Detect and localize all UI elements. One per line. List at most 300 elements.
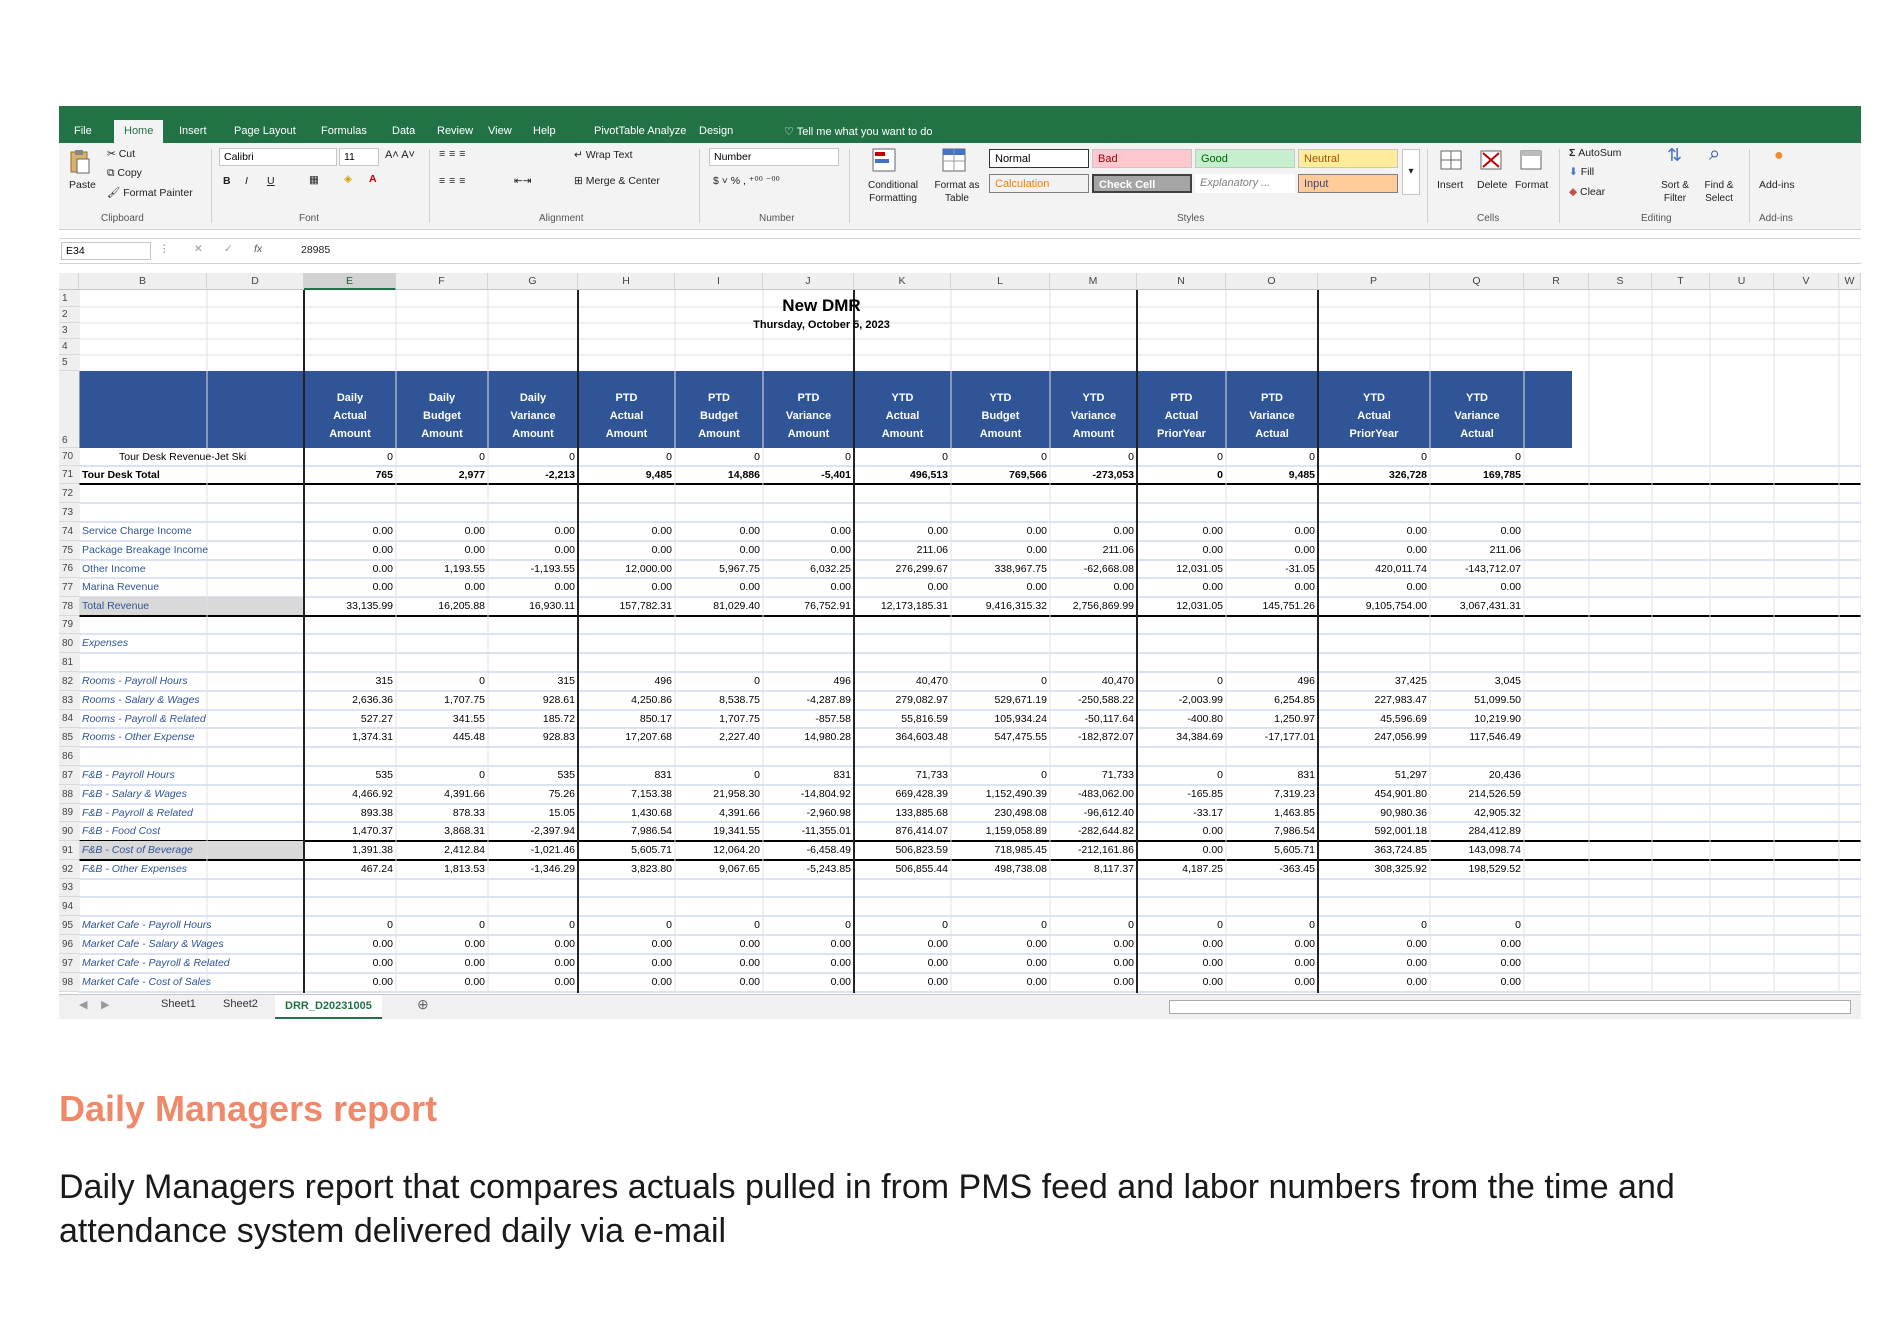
table-cell[interactable]: 0.00 <box>651 544 672 556</box>
row-header[interactable]: 4 <box>59 339 79 355</box>
table-cell[interactable]: 17,207.68 <box>625 731 672 743</box>
table-cell[interactable]: 40,470 <box>1101 675 1134 687</box>
table-cell[interactable]: 42,905.32 <box>1474 806 1521 819</box>
table-cell[interactable]: 2,756,869.99 <box>1072 600 1134 612</box>
table-cell[interactable]: 14,886 <box>727 468 760 481</box>
column-header-w[interactable]: W <box>1839 273 1861 290</box>
table-cell[interactable]: 227,983.47 <box>1374 694 1427 706</box>
table-cell[interactable]: 117,546.49 <box>1469 731 1521 743</box>
tab-formulas[interactable]: Formulas <box>321 125 367 137</box>
table-cell[interactable]: 0.00 <box>1026 938 1047 950</box>
find-icon[interactable]: ⌕ <box>1709 143 1721 165</box>
table-cell[interactable]: -6,458.49 <box>806 844 851 856</box>
table-cell[interactable]: 51,297 <box>1394 769 1427 781</box>
tab-view[interactable]: View <box>488 125 512 137</box>
cut-button[interactable] <box>107 148 135 160</box>
table-cell[interactable]: 364,603.48 <box>895 731 948 743</box>
row-header[interactable]: 87 <box>59 766 79 785</box>
table-cell[interactable]: 0.00 <box>1202 581 1223 593</box>
table-cell[interactable]: 928.83 <box>542 731 575 743</box>
table-cell[interactable]: 0 <box>942 450 948 463</box>
sheet-tab-2[interactable]: Sheet2 <box>223 998 258 1010</box>
column-header-k[interactable]: K <box>854 273 951 290</box>
table-cell[interactable]: 169,785 <box>1483 468 1521 481</box>
table-cell[interactable]: -1,346.29 <box>530 863 575 875</box>
table-cell[interactable]: 3,823.80 <box>631 863 672 875</box>
row-header[interactable]: 72 <box>59 484 79 503</box>
table-cell[interactable]: 831 <box>1297 769 1315 781</box>
font-name-box[interactable]: Calibri <box>219 148 337 166</box>
table-cell[interactable]: 0.00 <box>651 938 672 950</box>
table-cell[interactable]: 1,813.53 <box>444 863 485 875</box>
tab-page-layout[interactable]: Page Layout <box>234 125 296 137</box>
table-cell[interactable]: 0 <box>1217 919 1223 931</box>
row-header[interactable]: 88 <box>59 785 79 804</box>
table-cell[interactable]: 0.00 <box>1202 957 1223 969</box>
table-cell[interactable]: 0.00 <box>1026 525 1047 537</box>
table-cell[interactable]: 1,159,058.89 <box>985 825 1047 837</box>
table-cell[interactable]: 669,428.39 <box>895 788 948 800</box>
table-cell[interactable]: 34,384.69 <box>1176 731 1223 743</box>
table-cell[interactable]: 0.00 <box>1294 525 1315 537</box>
table-cell[interactable]: 0.00 <box>1500 976 1521 988</box>
column-header-j[interactable]: J <box>763 273 854 290</box>
add-sheet-icon[interactable]: ⊕ <box>417 996 429 1012</box>
column-header-r[interactable]: R <box>1524 273 1589 290</box>
table-cell[interactable]: 0.00 <box>1202 525 1223 537</box>
table-cell[interactable]: 0.00 <box>1406 938 1427 950</box>
column-header-p[interactable]: P <box>1318 273 1430 290</box>
table-cell[interactable]: -363.45 <box>1279 863 1315 875</box>
style-good[interactable]: Good <box>1195 149 1295 168</box>
table-cell[interactable]: 0.00 <box>372 976 393 988</box>
table-cell[interactable]: 5,605.71 <box>631 844 672 856</box>
table-cell[interactable]: 284,412.89 <box>1468 825 1521 837</box>
tab-data[interactable]: Data <box>392 125 416 137</box>
tab-pivottable-analyze[interactable]: PivotTable Analyze <box>594 125 687 137</box>
table-cell[interactable]: 1,152,490.39 <box>985 788 1047 800</box>
bold-button[interactable]: B <box>223 175 231 187</box>
tab-file[interactable]: File <box>74 125 92 137</box>
table-cell[interactable]: 33,135.99 <box>346 600 393 612</box>
table-cell[interactable]: 0.00 <box>739 957 760 969</box>
table-cell[interactable]: 496 <box>1297 675 1315 687</box>
table-cell[interactable]: -62,668.08 <box>1083 562 1134 575</box>
next-sheet-icon[interactable]: ▶ <box>101 999 110 1011</box>
autosum-button[interactable] <box>1569 147 1621 159</box>
table-cell[interactable]: 363,724.85 <box>1374 844 1427 856</box>
column-header-d[interactable]: D <box>207 273 304 290</box>
table-cell[interactable]: 1,707.75 <box>444 694 485 706</box>
table-cell[interactable]: 498,738.08 <box>994 863 1047 875</box>
table-cell[interactable]: -96,612.40 <box>1083 806 1134 819</box>
table-cell[interactable]: 0.00 <box>927 581 948 593</box>
table-cell[interactable]: 0 <box>754 919 760 931</box>
paste-icon[interactable] <box>69 149 91 175</box>
table-cell[interactable]: -273,053 <box>1092 468 1134 481</box>
font-size-box[interactable]: 11 <box>339 148 379 166</box>
table-cell[interactable]: 0.00 <box>372 581 393 593</box>
table-cell[interactable]: 0.00 <box>739 581 760 593</box>
table-cell[interactable]: 0.00 <box>739 525 760 537</box>
format-painter-button[interactable] <box>107 186 193 199</box>
formula-input[interactable]: 28985 <box>301 244 331 256</box>
row-header[interactable]: 76 <box>59 560 79 578</box>
table-cell[interactable]: 0.00 <box>464 525 485 537</box>
table-cell[interactable]: 0.00 <box>1406 525 1427 537</box>
tell-me-search[interactable] <box>784 125 932 138</box>
table-cell[interactable]: -282,644.82 <box>1077 825 1134 837</box>
table-cell[interactable]: 850.17 <box>639 712 672 725</box>
table-cell[interactable]: 0 <box>1041 919 1047 931</box>
table-cell[interactable]: 0 <box>479 450 485 463</box>
row-header[interactable]: 1 <box>59 290 79 307</box>
table-cell[interactable]: 0.00 <box>1113 525 1134 537</box>
table-cell[interactable]: -4,287.89 <box>806 694 851 706</box>
table-cell[interactable]: 454,901.80 <box>1374 788 1427 800</box>
table-cell[interactable]: 0.00 <box>1113 581 1134 593</box>
table-cell[interactable]: 0.00 <box>739 544 760 556</box>
delete-button[interactable]: Delete <box>1477 179 1508 191</box>
table-cell[interactable]: 315 <box>375 675 393 687</box>
table-cell[interactable]: -1,021.46 <box>530 844 575 856</box>
delete-cells-icon[interactable] <box>1479 147 1503 173</box>
table-cell[interactable]: -2,003.99 <box>1178 694 1223 706</box>
table-cell[interactable]: -483,062.00 <box>1077 788 1134 800</box>
row-header[interactable]: 97 <box>59 954 79 973</box>
table-cell[interactable]: 4,391.66 <box>444 788 485 800</box>
table-cell[interactable]: -14,804.92 <box>800 788 851 800</box>
row-header[interactable]: 94 <box>59 897 79 916</box>
row-header[interactable]: 3 <box>59 323 79 339</box>
table-cell[interactable]: 8,538.75 <box>719 694 760 706</box>
style-normal[interactable]: Normal <box>989 149 1089 168</box>
row-header[interactable]: 84 <box>59 710 79 728</box>
table-cell[interactable]: 0 <box>942 919 948 931</box>
table-cell[interactable]: 211.06 <box>916 544 948 556</box>
table-cell[interactable]: 0.00 <box>464 976 485 988</box>
clear-button[interactable] <box>1569 186 1605 198</box>
table-cell[interactable]: 0.00 <box>1202 976 1223 988</box>
table-cell[interactable]: 51,099.50 <box>1474 694 1521 706</box>
table-cell[interactable]: 0 <box>1128 919 1134 931</box>
table-cell[interactable]: 592,001.18 <box>1374 825 1427 837</box>
row-header[interactable]: 83 <box>59 691 79 710</box>
table-cell[interactable]: 0.00 <box>830 581 851 593</box>
column-header-q[interactable]: Q <box>1430 273 1524 290</box>
format-button[interactable]: Format <box>1515 179 1549 191</box>
table-cell[interactable]: 467.24 <box>360 863 393 875</box>
find-select-button[interactable]: Find & Select <box>1704 180 1734 204</box>
table-cell[interactable]: 40,470 <box>915 675 948 687</box>
table-cell[interactable]: 247,056.99 <box>1374 731 1427 743</box>
table-cell[interactable]: 0.00 <box>651 525 672 537</box>
table-cell[interactable]: 0.00 <box>464 544 485 556</box>
table-cell[interactable]: 0 <box>1515 919 1521 931</box>
table-cell[interactable]: 831 <box>654 769 672 781</box>
table-cell[interactable]: 90,980.36 <box>1380 806 1427 819</box>
table-cell[interactable]: 230,498.08 <box>994 806 1047 819</box>
table-cell[interactable]: 338,967.75 <box>994 562 1047 575</box>
table-cell[interactable]: 0 <box>1217 675 1223 687</box>
sheet-tab-active[interactable]: DRR_D20231005 <box>275 995 382 1019</box>
table-cell[interactable]: 0.00 <box>372 562 393 575</box>
table-cell[interactable]: -5,243.85 <box>806 863 851 875</box>
copy-button[interactable] <box>107 167 142 180</box>
sheet-tab-1[interactable]: Sheet1 <box>161 998 196 1010</box>
table-cell[interactable]: 0.00 <box>1406 957 1427 969</box>
table-cell[interactable]: 12,000.00 <box>625 562 672 575</box>
table-cell[interactable]: 341.55 <box>452 712 485 725</box>
table-cell[interactable]: 0 <box>666 919 672 931</box>
table-cell[interactable]: 4,187.25 <box>1182 863 1223 875</box>
table-cell[interactable]: 14,980.28 <box>804 731 851 743</box>
row-header[interactable]: 93 <box>59 879 79 897</box>
column-header-s[interactable]: S <box>1589 273 1652 290</box>
table-cell[interactable]: 20,436 <box>1488 769 1521 781</box>
table-cell[interactable]: -400.80 <box>1187 712 1223 725</box>
table-cell[interactable]: 0.00 <box>927 976 948 988</box>
row-header[interactable]: 85 <box>59 728 79 747</box>
table-cell[interactable]: 0.00 <box>1026 957 1047 969</box>
table-cell[interactable]: 0 <box>1421 450 1427 463</box>
column-header-u[interactable]: U <box>1710 273 1774 290</box>
table-cell[interactable]: 0.00 <box>554 525 575 537</box>
row-header[interactable]: 82 <box>59 672 79 691</box>
table-cell[interactable]: 4,466.92 <box>352 788 393 800</box>
row-header[interactable]: 80 <box>59 634 79 653</box>
table-cell[interactable]: 185.72 <box>542 712 575 725</box>
table-cell[interactable]: 0.00 <box>1113 938 1134 950</box>
table-cell[interactable]: 15.05 <box>548 806 575 819</box>
table-cell[interactable]: -1,193.55 <box>530 562 575 575</box>
table-cell[interactable]: 12,031.05 <box>1176 600 1223 612</box>
table-cell[interactable]: 0 <box>1217 468 1223 481</box>
table-cell[interactable]: 0 <box>1041 450 1047 463</box>
table-cell[interactable]: 19,341.55 <box>713 825 760 837</box>
column-header-t[interactable]: T <box>1652 273 1710 290</box>
row-header[interactable]: 78 <box>59 597 79 616</box>
row-header[interactable]: 2 <box>59 307 79 323</box>
insert-cells-icon[interactable] <box>1439 147 1463 173</box>
row-header[interactable]: 77 <box>59 578 79 597</box>
table-cell[interactable]: 9,067.65 <box>719 863 760 875</box>
column-header-h[interactable]: H <box>578 273 675 290</box>
tab-design[interactable]: Design <box>699 125 734 137</box>
table-cell[interactable]: 2,227.40 <box>719 731 760 743</box>
table-cell[interactable]: 0.00 <box>651 957 672 969</box>
table-cell[interactable]: 8,117.37 <box>1093 863 1134 875</box>
table-cell[interactable]: 2,636.36 <box>352 694 393 706</box>
fill-color-icon[interactable]: ◈ <box>344 173 353 185</box>
table-cell[interactable]: 0.00 <box>464 957 485 969</box>
table-cell[interactable]: 1,430.68 <box>631 806 672 819</box>
merge-center-button[interactable] <box>574 175 660 187</box>
table-cell[interactable]: -165.85 <box>1187 788 1223 800</box>
style-check-cell[interactable]: Check Cell <box>1092 174 1192 193</box>
table-cell[interactable]: 0 <box>569 919 575 931</box>
table-cell[interactable]: -857.58 <box>815 712 851 725</box>
table-cell[interactable]: 214,526.59 <box>1468 788 1521 800</box>
table-cell[interactable]: 0.00 <box>830 525 851 537</box>
format-as-table-button[interactable]: Format as Table <box>934 180 980 204</box>
table-cell[interactable]: 0.00 <box>1500 525 1521 537</box>
table-cell[interactable]: -2,960.98 <box>806 806 851 819</box>
table-cell[interactable]: 0 <box>1309 450 1315 463</box>
name-box[interactable]: E34 <box>61 242 151 260</box>
table-cell[interactable]: 1,374.31 <box>352 731 393 743</box>
row-header[interactable]: 73 <box>59 503 79 522</box>
table-cell[interactable]: 0.00 <box>651 581 672 593</box>
table-cell[interactable]: 0.00 <box>1202 825 1223 837</box>
column-header-f[interactable]: F <box>396 273 488 290</box>
column-header-e[interactable]: E <box>304 273 396 290</box>
format-as-table-icon[interactable] <box>941 147 967 173</box>
table-cell[interactable]: 0 <box>1515 450 1521 463</box>
wrap-text-button[interactable] <box>574 149 633 161</box>
sort-filter-button[interactable]: Sort & Filter <box>1661 180 1689 204</box>
table-cell[interactable]: 506,855.44 <box>895 863 948 875</box>
column-header-i[interactable]: I <box>675 273 763 290</box>
table-cell[interactable]: 0.00 <box>1500 957 1521 969</box>
table-cell[interactable]: 0 <box>1217 450 1223 463</box>
row-header[interactable]: 81 <box>59 653 79 672</box>
table-cell[interactable]: 0.00 <box>1113 957 1134 969</box>
row-header[interactable]: 90 <box>59 822 79 841</box>
table-cell[interactable]: 276,299.67 <box>895 562 948 575</box>
table-cell[interactable]: 0 <box>754 675 760 687</box>
table-cell[interactable]: 3,045 <box>1494 675 1521 687</box>
table-cell[interactable]: 0 <box>1309 919 1315 931</box>
table-cell[interactable]: 718,985.45 <box>994 844 1047 856</box>
table-cell[interactable]: 0.00 <box>464 581 485 593</box>
table-cell[interactable]: 0.00 <box>554 938 575 950</box>
table-cell[interactable]: -250,588.22 <box>1077 694 1134 706</box>
table-cell[interactable]: 0 <box>387 919 393 931</box>
add-ins-icon[interactable]: ● <box>1774 147 1784 164</box>
table-cell[interactable]: 0.00 <box>1113 976 1134 988</box>
table-cell[interactable]: 9,485 <box>1288 468 1315 481</box>
table-cell[interactable]: 0 <box>1128 450 1134 463</box>
table-cell[interactable]: 1,707.75 <box>719 712 760 725</box>
table-cell[interactable]: 535 <box>557 769 575 781</box>
tab-review[interactable]: Review <box>437 125 474 137</box>
column-header-l[interactable]: L <box>951 273 1050 290</box>
table-cell[interactable]: 21,958.30 <box>713 788 760 800</box>
table-cell[interactable]: 0 <box>387 450 393 463</box>
table-cell[interactable]: 0.00 <box>739 976 760 988</box>
table-cell[interactable]: 76,752.91 <box>804 600 851 612</box>
table-cell[interactable]: 143,098.74 <box>1468 844 1521 856</box>
table-cell[interactable]: 5,605.71 <box>1274 844 1315 856</box>
table-cell[interactable]: 0.00 <box>927 525 948 537</box>
tab-home[interactable]: Home <box>114 120 163 143</box>
style-explanatory[interactable]: Explanatory ... <box>1195 174 1295 193</box>
table-cell[interactable]: 5,967.75 <box>719 562 760 575</box>
styles-more-icon[interactable]: ▾ <box>1402 149 1420 195</box>
table-cell[interactable]: 0.00 <box>554 544 575 556</box>
table-cell[interactable]: -2,213 <box>545 468 575 481</box>
table-cell[interactable]: 506,823.59 <box>895 844 948 856</box>
table-cell[interactable]: 0.00 <box>372 957 393 969</box>
table-cell[interactable]: 0.00 <box>554 957 575 969</box>
table-cell[interactable]: 0.00 <box>1202 938 1223 950</box>
table-cell[interactable]: -31.05 <box>1285 562 1315 575</box>
table-cell[interactable]: 0 <box>845 450 851 463</box>
table-cell[interactable]: 765 <box>375 468 393 481</box>
table-cell[interactable]: 0.00 <box>927 957 948 969</box>
row-header[interactable]: 79 <box>59 616 79 634</box>
prev-sheet-icon[interactable]: ◀ <box>79 999 88 1011</box>
borders-icon[interactable]: ▦ <box>309 174 319 186</box>
table-cell[interactable]: 71,733 <box>1101 769 1134 781</box>
table-cell[interactable]: 1,193.55 <box>444 562 485 575</box>
table-cell[interactable]: 75.26 <box>548 788 575 800</box>
currency-icon[interactable]: $ ˅ % , ⁺⁰⁰ ⁻⁰⁰ <box>713 175 780 187</box>
table-cell[interactable]: 157,782.31 <box>619 600 672 612</box>
sort-filter-icon[interactable]: ⇅ <box>1667 145 1683 165</box>
table-cell[interactable]: 71,733 <box>915 769 948 781</box>
underline-button[interactable]: U <box>267 175 275 187</box>
column-header-b[interactable]: B <box>79 273 207 290</box>
table-cell[interactable]: 928.61 <box>542 694 575 706</box>
table-cell[interactable]: 0.00 <box>1294 544 1315 556</box>
table-cell[interactable]: 445.48 <box>452 731 485 743</box>
align-top-icon[interactable]: ≡≡≡ <box>439 148 470 160</box>
table-cell[interactable]: 535 <box>375 769 393 781</box>
table-cell[interactable]: 893.38 <box>360 806 393 819</box>
table-cell[interactable]: 0 <box>754 450 760 463</box>
table-cell[interactable]: 6,032.25 <box>810 562 851 575</box>
table-cell[interactable]: 3,067,431.31 <box>1459 600 1521 612</box>
column-header-v[interactable]: V <box>1774 273 1839 290</box>
table-cell[interactable]: 0.00 <box>651 976 672 988</box>
table-cell[interactable]: 211.06 <box>1489 544 1521 556</box>
table-cell[interactable]: 12,173,185.31 <box>880 600 948 612</box>
add-ins-button[interactable]: Add-ins <box>1759 179 1795 191</box>
horizontal-scrollbar[interactable] <box>1169 1000 1851 1014</box>
row-header[interactable]: 91 <box>59 841 79 860</box>
table-cell[interactable]: 198,529.52 <box>1468 863 1521 875</box>
italic-button[interactable]: I <box>245 175 248 187</box>
table-cell[interactable]: 211.06 <box>1102 544 1134 556</box>
table-cell[interactable]: 0.00 <box>1202 844 1223 856</box>
table-cell[interactable]: 1,463.85 <box>1274 806 1315 819</box>
row-header[interactable]: 89 <box>59 804 79 822</box>
table-cell[interactable]: -11,355.01 <box>801 825 851 837</box>
table-cell[interactable]: 496,513 <box>910 468 948 481</box>
table-cell[interactable]: 876,414.07 <box>895 825 948 837</box>
table-cell[interactable]: 7,986.54 <box>631 825 672 837</box>
table-cell[interactable]: -143,712.07 <box>1464 562 1521 575</box>
table-cell[interactable]: 0 <box>479 675 485 687</box>
table-cell[interactable]: 6,254.85 <box>1274 694 1315 706</box>
table-cell[interactable]: -182,872.07 <box>1077 731 1134 743</box>
column-header-g[interactable]: G <box>488 273 578 290</box>
indent-icon[interactable]: ⇤⇥ <box>514 175 532 187</box>
table-cell[interactable]: 0 <box>845 919 851 931</box>
table-cell[interactable]: 308,325.92 <box>1374 863 1427 875</box>
table-cell[interactable]: 0 <box>1041 675 1047 687</box>
row-header[interactable]: 5 <box>59 355 79 371</box>
paste-button[interactable]: Paste <box>69 179 96 191</box>
table-cell[interactable]: 0.00 <box>1294 581 1315 593</box>
table-cell[interactable]: 0.00 <box>830 544 851 556</box>
align-left-icon[interactable]: ≡≡≡ <box>439 175 470 187</box>
table-cell[interactable]: 105,934.24 <box>994 712 1047 725</box>
table-cell[interactable]: -50,117.64 <box>1084 712 1134 725</box>
table-cell[interactable]: 0.00 <box>1406 544 1427 556</box>
